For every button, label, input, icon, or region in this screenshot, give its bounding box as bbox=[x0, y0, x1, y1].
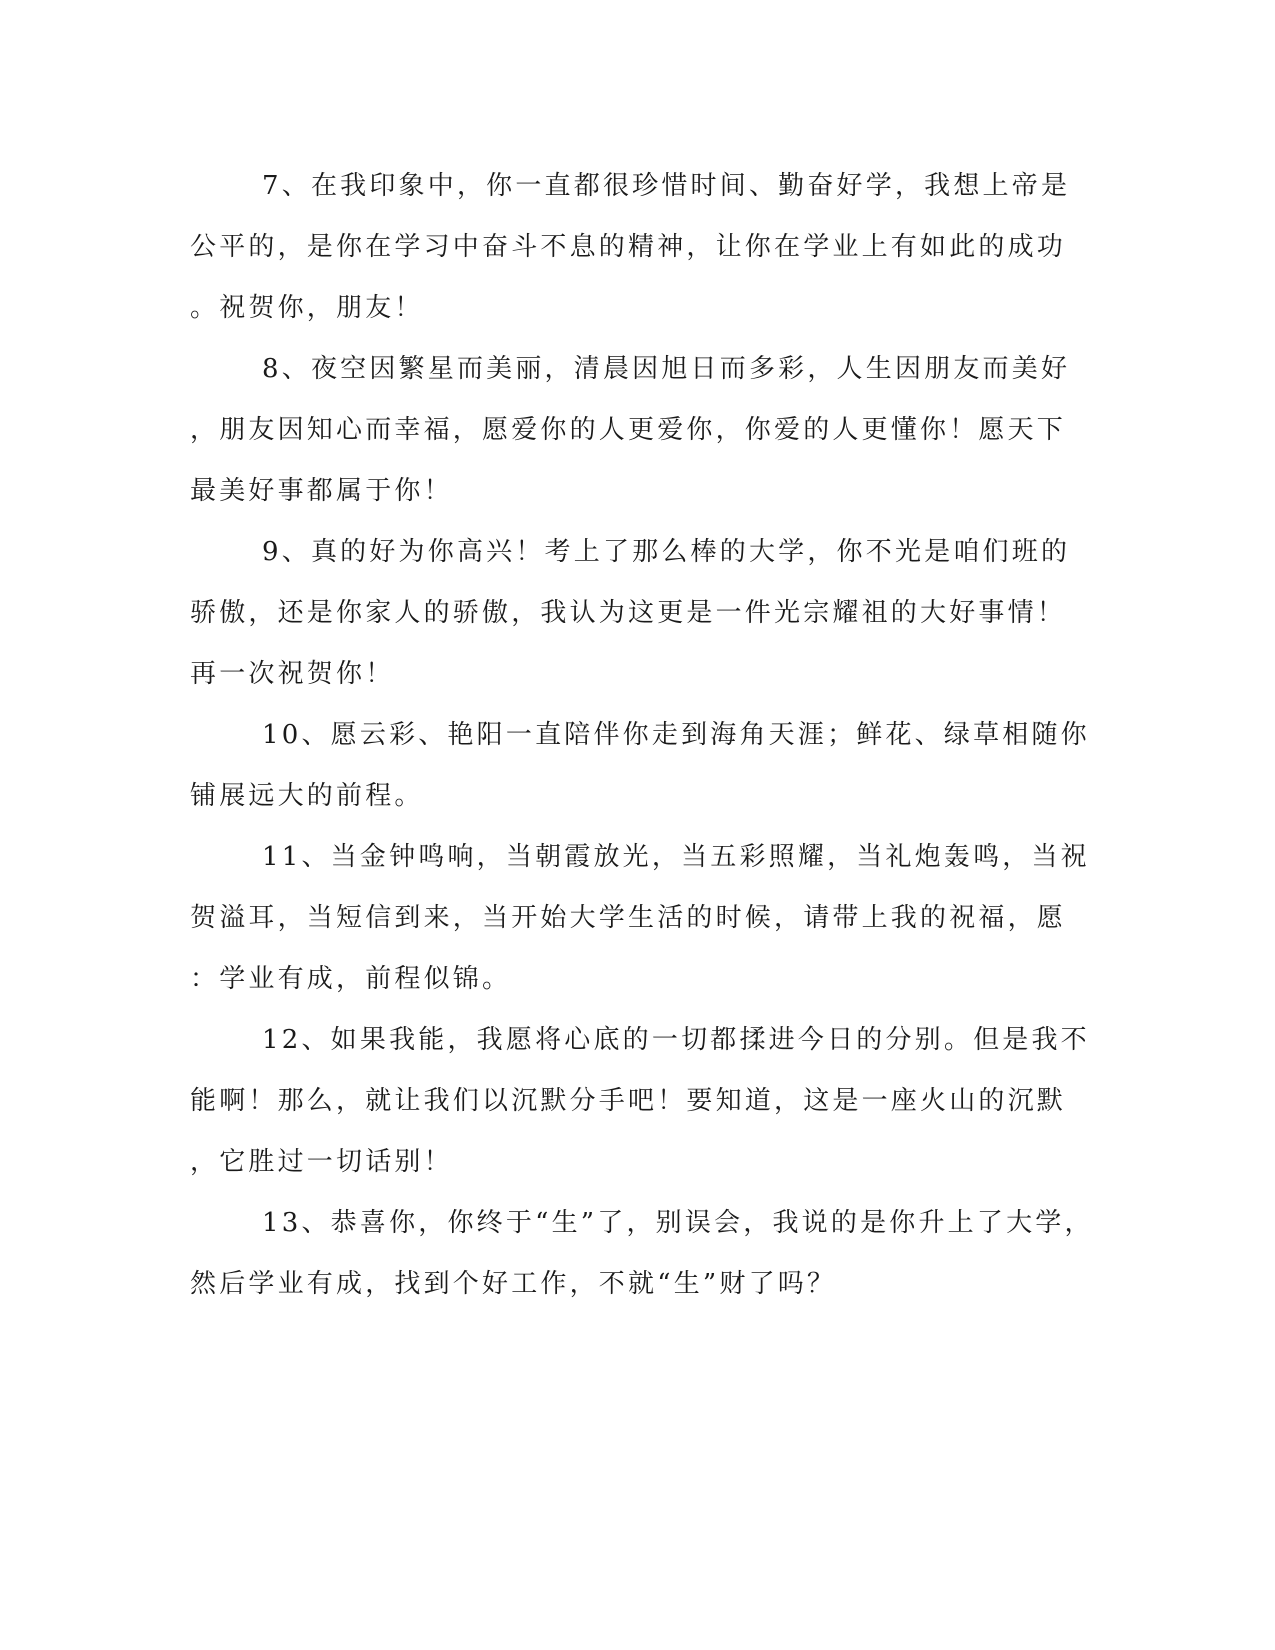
text-line: 公平的，是你在学习中奋斗不息的精神，让你在学业上有如此的成功 bbox=[190, 232, 1067, 262]
document-body bbox=[190, 156, 1094, 1315]
text-line: 骄傲，还是你家人的骄傲，我认为这更是一件光宗耀祖的大好事情！ bbox=[190, 598, 1067, 628]
text-line: 。祝贺你，朋友！ bbox=[190, 293, 424, 323]
text-line: 能啊！那么，就让我们以沉默分手吧！要知道，这是一座火山的沉默 bbox=[190, 1086, 1067, 1116]
text-line: 7、在我印象中，你一直都很珍惜时间、勤奋好学，我想上帝是 bbox=[262, 171, 1071, 201]
text-line: ，它胜过一切话别！ bbox=[190, 1147, 453, 1177]
text-line: ：学业有成，前程似锦。 bbox=[190, 964, 512, 994]
text-line: 铺展远大的前程。 bbox=[190, 781, 424, 811]
text-line: 8、夜空因繁星而美丽，清晨因旭日而多彩，人生因朋友而美好 bbox=[262, 354, 1071, 384]
text-line: 9、真的好为你高兴！考上了那么棒的大学，你不光是咱们班的 bbox=[262, 537, 1071, 567]
text-line: 贺溢耳，当短信到来，当开始大学生活的时候，请带上我的祝福，愿 bbox=[190, 903, 1067, 933]
text-line: 11、当金钟鸣响，当朝霞放光，当五彩照耀，当礼炮轰鸣，当祝 bbox=[262, 842, 1090, 872]
text-line: 10、愿云彩、艳阳一直陪伴你走到海角天涯；鲜花、绿草相随你 bbox=[262, 720, 1090, 750]
text-line: ，朋友因知心而幸福，愿爱你的人更爱你，你爱的人更懂你！愿天下 bbox=[190, 415, 1067, 445]
text-line: 最美好事都属于你！ bbox=[190, 476, 453, 506]
text-line: 再一次祝贺你！ bbox=[190, 659, 395, 689]
text-line: 13、恭喜你，你终于“生”了，别误会，我说的是你升上了大学， bbox=[262, 1208, 1094, 1238]
text-line: 12、如果我能，我愿将心底的一切都揉进今日的分别。但是我不 bbox=[262, 1025, 1090, 1055]
text-line: 然后学业有成，找到个好工作，不就“生”财了吗？ bbox=[190, 1269, 837, 1299]
